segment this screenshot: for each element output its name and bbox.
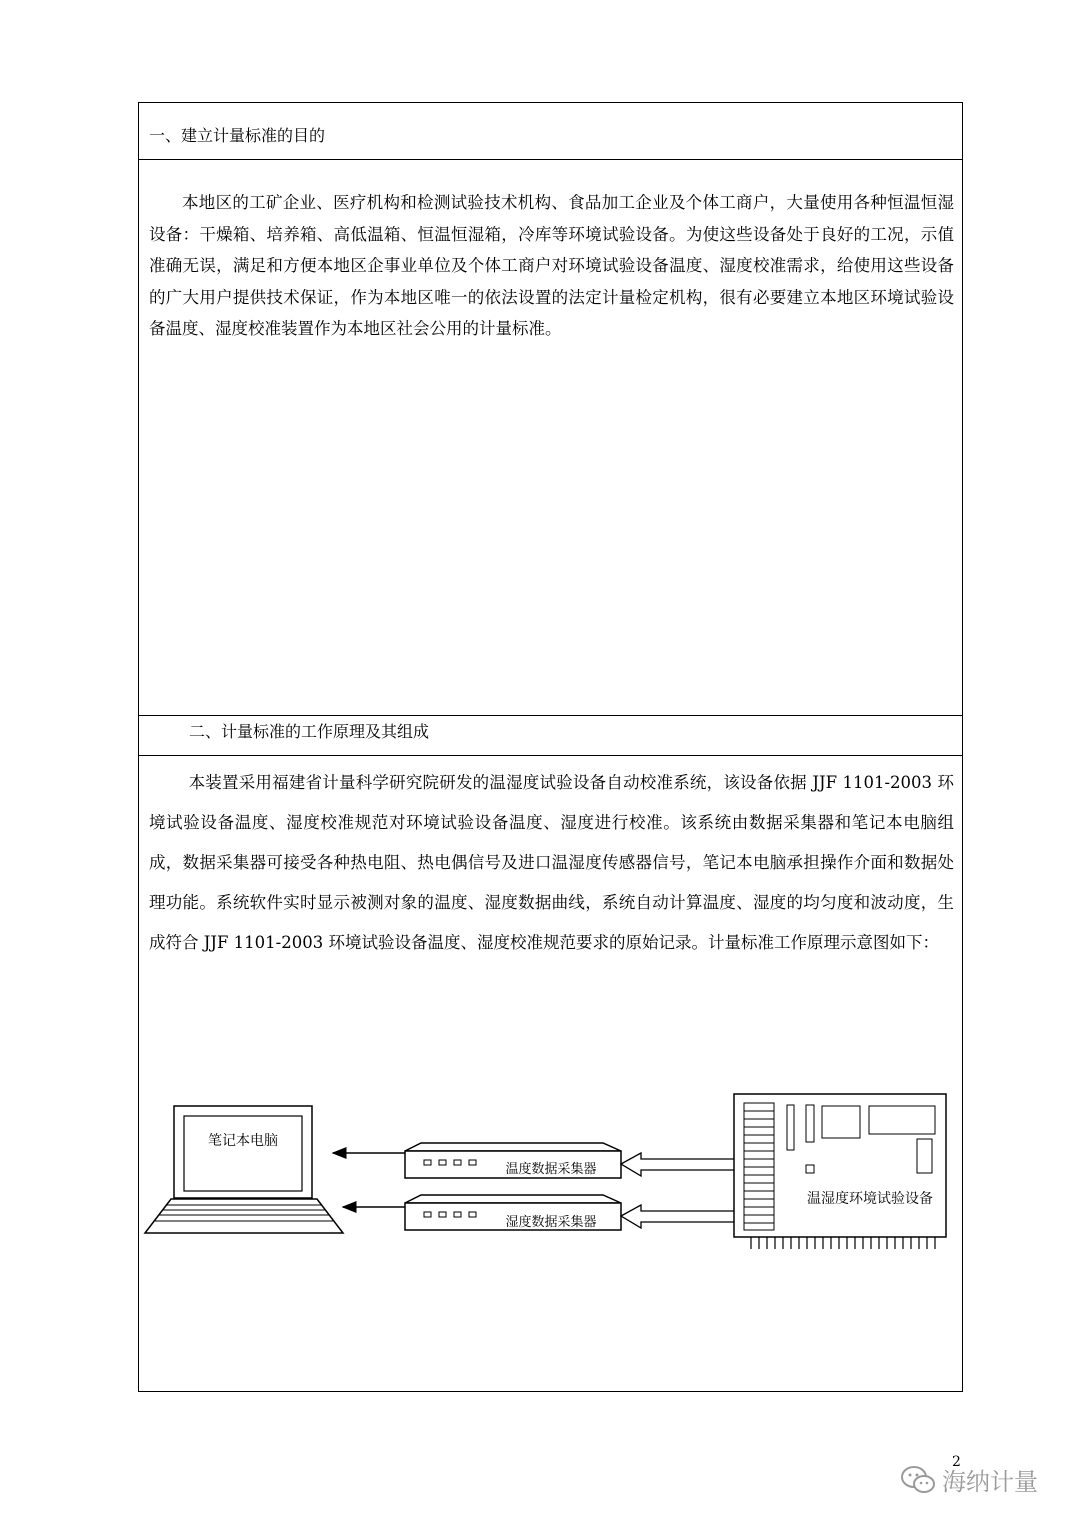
section-2-body: 本装置采用福建省计量科学研究院研发的温湿度试验设备自动校准系统，该设备依据 JJF 1101-2003 环境试验设备温度、湿度校准规范对环境试验设备温度、湿度进行校准。该系统由数据采集器和笔记本电脑组成，数据采集器可接受各种热电阻、热电偶信号及进口温湿度传感器信号，笔记本电脑承担操作介面和数据处理功能。系统软件实时显示被测对象的温度、湿度数据曲线，系统自动计算温度、湿度的均匀度和波动度，生成符合 JJF 1101-2003 环境试验设备温度、湿度校准规范要求的原始记录。计量标准工作原理示意图如下： [149, 773, 954, 952]
laptop-label: 笔记本电脑 [208, 1133, 278, 1149]
arrow-from-chamber [621, 1205, 735, 1228]
page-number: 2 [952, 1454, 961, 1470]
divider [139, 159, 962, 160]
chamber-label: 温湿度环境试验设备 [807, 1191, 933, 1207]
arrow-from-chamber [621, 1153, 735, 1176]
laptop-icon [145, 1106, 343, 1233]
divider [139, 755, 962, 756]
temperature-collector-label: 温度数据采集器 [505, 1162, 597, 1177]
divider [139, 715, 962, 716]
section-2-heading: 二、计量标准的工作原理及其组成 [189, 722, 430, 741]
humidity-collector-label: 湿度数据采集器 [505, 1215, 597, 1230]
watermark [900, 1462, 1038, 1497]
environmental-chamber-icon [734, 1094, 946, 1249]
form-table [138, 102, 963, 1392]
watermark-text: 海纳计量 [942, 1468, 1038, 1496]
section-1-heading: 一、建立计量标准的目的 [149, 126, 326, 145]
working-principle-diagram [139, 1083, 961, 1273]
wechat-icon [900, 1465, 936, 1495]
section-1-body: 本地区的工矿企业、医疗机构和检测试验技术机构、食品加工企业及个体工商户，大量使用各种恒温恒湿设备：干燥箱、培养箱、高低温箱、恒温恒湿箱，冷库等环境试验设备。为使这些设备处于良好的工况，示值准确无误，满足和方便本地区企事业单位及个体工商户对环境试验设备温度、湿度校准需求，给使用这些设备的广大用户提供技术保证，作为本地区唯一的依法设置的法定计量检定机构，很有必要建立本地区环境试验设备温度、湿度校准装置作为本地区社会公用的计量标准。 [149, 193, 954, 338]
